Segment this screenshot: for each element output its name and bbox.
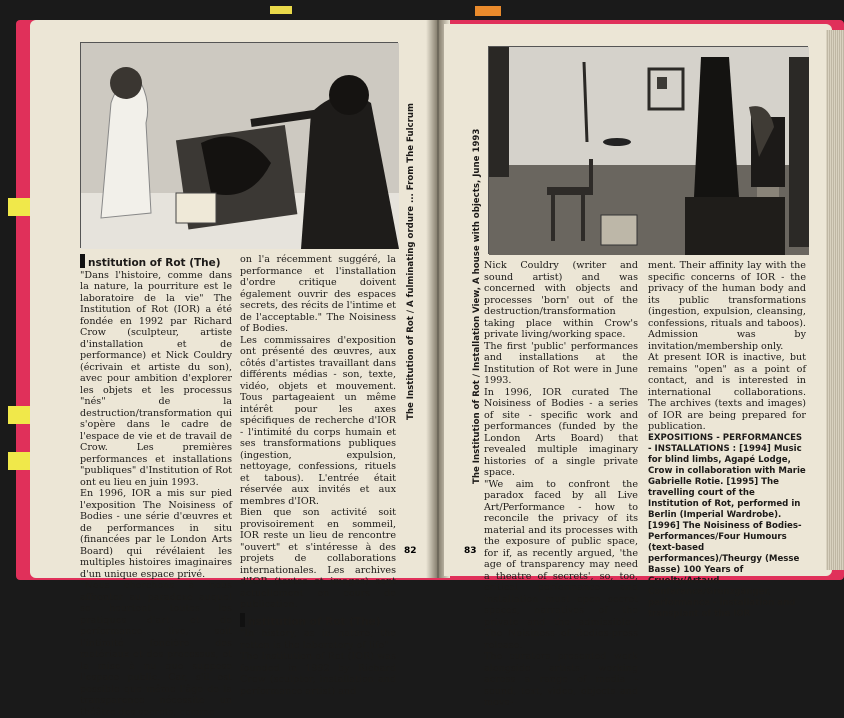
paragraph: The curators presented work alongside artists working across a range of media - sound, text, video, objects and move- <box>484 651 638 708</box>
open-book <box>8 6 838 718</box>
paragraph: Les commissaires d'exposition ont présenté des œuvres, aux côtés d'artistes travaillant dans différents médias - son, texte, vidéo, objets et mouvement. Tous partageaient un même intérêt pour les axes spécifiques de recherche d'IOR - l'intimité du corps humain et ses transformations publiques (ingestion, expulsion, nettoyage, confessions, rituels et tabous). L'entrée était réservée aux invités et aux membres d'IOR. <box>240 334 396 507</box>
installation-photo <box>488 46 808 254</box>
expositions-list: EXPOSITIONS - PERFORMANCES - INSTALLATIONS : [1994] Music for blind limbs, Agapé Lodge, Crow in collaboration with Marie Gabrielle Rotie. [1995] The travelling court of the Institution of Rot, performed in Berlin (Imperial Wardrobe). [1996] The Noisiness of Bodies-Performances/Four Humours (text-based performances)/Theurgy (Messe Basse) 100 Years of Cruelty/Artaud Conference/Grenzgänger, performance - installation and transplant of the IOR <box>648 432 806 619</box>
page-number-right: 83 <box>464 546 477 556</box>
drop-cap-mark <box>80 254 85 268</box>
paragraph: "Nous cherchons à nous affronter au paradoxe auquel se heurtent toutes les pratiques d'art et de performance live, soit l'intimité foncière des matériaux et des processus, et la mise à nu que suppose l'espace public. Car, s'il est possible que même l'âge de la transparence nécessite un théâtre des secrets, comme <box>80 580 232 718</box>
paragraph: The Institution of Rot (IOR) was founded in 1992 by Richard Crow (sculptor, installation and performance artist) and <box>240 651 396 697</box>
performance-photo <box>80 42 398 248</box>
right-column-2 <box>648 260 806 620</box>
entry-heading-en: nstitution of Rot (The) <box>240 613 396 629</box>
left-page <box>30 20 432 718</box>
left-column-1 <box>80 254 232 718</box>
paragraph: "We aim to confront the paradox faced by all Live Art/Performance - how to reconcile the privacy of its material and its processes with the exposure of public space, for if, as recently argued, 'the age of transparency may need a theatre of secrets', so, too, critical performance and installation must open secret spaces, narratives of the private and the admissible". The Noisiness of Bodies-press release. <box>484 478 638 651</box>
bookmark-tab-left-2 <box>8 406 30 424</box>
drop-cap-mark <box>240 613 245 627</box>
paragraph: En 1996, IOR a mis sur pied l'exposition The Noisiness of Bodies - une série d'œuvres et de performances in situ (financées par le London Arts Board) qui révélaient les multiples histoires imaginaires d'un unique espace privé. <box>80 488 232 580</box>
bookmark-tab-left-1 <box>8 198 30 216</box>
paragraph: Nick Couldry (writer and sound artist) and was concerned with objects and processes 'born' out of the destruction/transformation taking place within Crow's private living/working space. <box>484 260 638 340</box>
right-photo-caption: The Institution of Rot / Installation View, A house with objects, June 1993 <box>472 128 482 484</box>
performance-photo-illustration <box>81 43 399 249</box>
page-number-left: 82 <box>404 546 417 556</box>
paragraph: At present IOR is inactive, but remains "open" as a point of contact, and is interested in international collaborations. The archives (texts and images) of IOR are being prepared for publication. <box>648 352 806 432</box>
paragraph: on l'a récemment suggéré, la performance et l'installation d'ordre critique doivent également ouvrir des espaces secrets, des récits de l'intime et de l'acceptable." The Noisiness of Bodies. <box>240 254 396 334</box>
installation-photo-illustration <box>489 47 809 255</box>
paragraph: The first 'public' performances and installations at the Institution of Rot were in June 1993. <box>484 340 638 386</box>
paragraph: "In history, as in nature, the rotten is the laboratory of life" <box>240 628 396 651</box>
bookmark-tab-top-orange <box>475 6 501 16</box>
bookmark-tab-top-yellow <box>270 6 292 14</box>
paragraph: In 1996, IOR curated The Noisiness of Bodies - a series of site - specific work and performances (funded by the London Arts Board) that revealed multiple imaginary histories of a single private space. <box>484 386 638 478</box>
book-fore-edge <box>826 30 844 570</box>
paragraph: ment. Their affinity lay with the specific concerns of IOR - the privacy of the human body and its public transformations (ingestion, expulsion, cleansing, confessions, rituals and taboos). Admission was by invitation/membership only. <box>648 260 806 352</box>
entry-heading-fr: nstitution of Rot (The) <box>80 254 232 270</box>
paragraph: "Dans l'histoire, comme dans la nature, la pourriture est le laboratoire de la vie" The Institution of Rot (IOR) a été fondée en 1992 par Richard Crow (sculpteur, artiste d'installation et de performance) et Nick Couldry (écrivain et artiste du son), avec pour ambition d'explorer les objets et les processus "nés" de la destruction/transformation qui s'opère dans le cadre de l'espace de vie et de travail de Crow. Les premières performances et installations "publiques" d'Institution of Rot ont eu lieu en juin 1993. <box>80 269 232 488</box>
right-column-1 <box>484 260 638 709</box>
right-page <box>444 24 832 708</box>
left-photo-caption: The Institution of Rot / A fulminating ordure ... From The Fulcrum <box>406 103 416 420</box>
paragraph: Bien que son activité soit provisoirement en sommeil, IOR reste un lieu de rencontre "ouvert" et s'intéresse à des projets de collaborations internationales. Les archives d'IOR (textes et images) sont actuellement en cours de publication. <box>240 507 396 610</box>
left-column-2 <box>240 254 396 697</box>
bookmark-tab-left-3 <box>8 452 30 470</box>
